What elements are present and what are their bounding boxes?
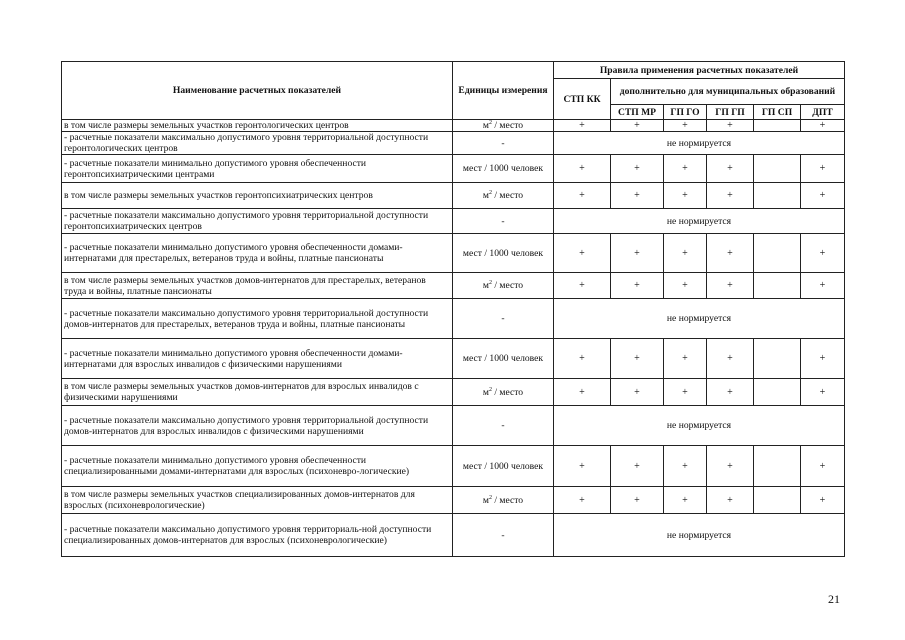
indicator-name-cell: в том числе размеры земельных участков домов-интернатов для престарелых, ветеранов труда и войны, платные пансионаты [62, 273, 453, 299]
unit-exponent: 2 [488, 279, 492, 286]
applicability-mark-cell: + [664, 234, 707, 273]
table-row [62, 406, 845, 446]
unit-cell: - [453, 406, 554, 446]
applicability-mark-cell: + [801, 339, 845, 379]
unit-cell: - [453, 209, 554, 234]
unit-base: м [482, 280, 489, 291]
indicator-name-cell: - расчетные показатели минимально допустимого уровня обеспеченности специализированными домами-интернатами для взрослых (психоневро-логические) [62, 446, 453, 487]
applicability-mark-cell: + [554, 339, 611, 379]
indicator-name-cell: - расчетные показатели минимально допустимого уровня обеспеченности домами-интернатами для взрослых инвалидов с физическими нарушениями [62, 339, 453, 379]
unit-cell [453, 273, 554, 299]
applicability-mark-cell [754, 339, 801, 379]
applicability-mark-cell: + [707, 273, 754, 299]
applicability-mark-cell: + [664, 446, 707, 487]
applicability-mark-cell: + [554, 487, 611, 514]
unit-cell [453, 183, 554, 209]
applicability-mark-cell: + [664, 155, 707, 183]
unit-tail: / место [491, 280, 524, 291]
applicability-mark-cell: + [707, 339, 754, 379]
applicability-mark-cell: + [801, 379, 845, 406]
unit-cell: мест / 1000 человек [453, 446, 554, 487]
indicator-name-cell: в том числе размеры земельных участков специализированных домов-интернатов для взрослых (психоневрологические) [62, 487, 453, 514]
applicability-mark-cell: + [801, 446, 845, 487]
applicability-mark-cell [754, 487, 801, 514]
applicability-mark-cell: + [554, 446, 611, 487]
header-stp-mr: СТП МР [611, 105, 664, 120]
indicator-name-cell: в том числе размеры земельных участков геронтологических центров [62, 120, 453, 132]
table-row [62, 120, 845, 132]
applicability-mark-cell: + [611, 339, 664, 379]
applicability-mark-cell: + [707, 487, 754, 514]
applicability-mark-cell [754, 234, 801, 273]
unit-base: м [482, 190, 489, 201]
applicability-mark-cell: + [611, 379, 664, 406]
applicability-mark-cell [754, 379, 801, 406]
indicator-name-cell: - расчетные показатели максимально допустимого уровня территориальной доступности геронтопсихиатрических центров [62, 209, 453, 234]
unit-base: м [482, 386, 489, 398]
table-row [62, 234, 845, 273]
applicability-mark-cell: + [801, 120, 845, 132]
applicability-mark-cell: + [801, 234, 845, 273]
header-additional-group: дополнительно для муниципальных образований [611, 79, 845, 105]
applicability-mark-cell: + [611, 487, 664, 514]
indicator-name-cell: - расчетные показатели максимально допустимого уровня территориаль-ной доступности специализированных домов-интернатов для взрослых (психоневрологические) [62, 514, 453, 557]
table-row [62, 132, 845, 155]
applicability-mark-cell: + [664, 120, 707, 132]
applicability-mark-cell: + [664, 379, 707, 406]
table-row [62, 273, 845, 299]
indicator-name-cell: - расчетные показатели минимально допустимого уровня обеспеченности геронтопсихиатрическими центрами [62, 155, 453, 183]
unit-exponent: 2 [488, 386, 492, 393]
applicability-mark-cell: + [554, 155, 611, 183]
header-gp-sp: ГП СП [754, 105, 801, 120]
not-regulated-cell: не нормируется [554, 209, 845, 234]
table-row [62, 339, 845, 379]
unit-tail: / место [491, 120, 524, 131]
table-row [62, 299, 845, 339]
unit-base: м [482, 494, 489, 506]
unit-cell: мест / 1000 человек [453, 339, 554, 379]
applicability-mark-cell: + [611, 273, 664, 299]
header-dpt: ДПТ [801, 105, 845, 120]
table-row [62, 209, 845, 234]
unit-tail: / место [491, 386, 524, 398]
applicability-mark-cell [754, 273, 801, 299]
indicator-name-cell: - расчетные показатели максимально допустимого уровня территориальной доступности домов-интернатов для престарелых, ветеранов труда и войны, платные пансионаты [62, 299, 453, 339]
unit-cell [453, 379, 554, 406]
applicability-mark-cell: + [664, 273, 707, 299]
not-regulated-cell: не нормируется [554, 514, 845, 557]
header-gp-go: ГП ГО [664, 105, 707, 120]
indicator-name-cell: - расчетные показатели минимально допустимого уровня обеспеченности домами-интернатами для престарелых, ветеранов труда и войны, платные пансионаты [62, 234, 453, 273]
indicator-name-cell: в том числе размеры земельных участков геронтопсихиатрических центров [62, 183, 453, 209]
applicability-mark-cell: + [707, 446, 754, 487]
applicability-mark-cell: + [664, 339, 707, 379]
applicability-mark-cell: + [611, 446, 664, 487]
unit-tail: / место [491, 190, 524, 201]
applicability-mark-cell: + [664, 487, 707, 514]
applicability-mark-cell [754, 120, 801, 132]
unit-base: м [482, 120, 489, 131]
table-row [62, 379, 845, 406]
indicator-name-cell: - расчетные показатели максимально допустимого уровня территориальной доступности геронтологических центров [62, 132, 453, 155]
unit-cell: - [453, 132, 554, 155]
applicability-mark-cell: + [554, 273, 611, 299]
applicability-mark-cell: + [611, 155, 664, 183]
applicability-mark-cell: + [707, 120, 754, 132]
not-regulated-cell: не нормируется [554, 406, 845, 446]
unit-tail: / место [491, 494, 524, 506]
unit-cell [453, 120, 554, 132]
unit-cell [453, 487, 554, 514]
applicability-mark-cell [754, 446, 801, 487]
applicability-mark-cell: + [554, 120, 611, 132]
header-gp-gp: ГП ГП [707, 105, 754, 120]
table-row [62, 446, 845, 487]
applicability-mark-cell: + [611, 120, 664, 132]
applicability-mark-cell: + [611, 183, 664, 209]
unit-exponent: 2 [488, 189, 492, 196]
regulations-table [61, 61, 845, 557]
unit-cell: - [453, 514, 554, 557]
header-stp-kk: СТП КК [554, 79, 611, 120]
unit-exponent: 2 [488, 494, 492, 501]
header-units-column: Единицы измерения [453, 62, 554, 120]
unit-cell: мест / 1000 человек [453, 234, 554, 273]
header-rules-group: Правила применения расчетных показателей [554, 62, 845, 79]
header-name-column: Наименование расчетных показателей [62, 62, 453, 120]
applicability-mark-cell: + [554, 234, 611, 273]
applicability-mark-cell: + [801, 183, 845, 209]
table-row [62, 514, 845, 557]
applicability-mark-cell: + [801, 155, 845, 183]
applicability-mark-cell: + [554, 379, 611, 406]
applicability-mark-cell: + [707, 234, 754, 273]
applicability-mark-cell [754, 155, 801, 183]
applicability-mark-cell: + [707, 379, 754, 406]
indicator-name-cell: - расчетные показатели максимально допустимого уровня территориальной доступности домов-интернатов для взрослых инвалидов с физическими нарушениями [62, 406, 453, 446]
table-row [62, 487, 845, 514]
page-number: 21 [828, 592, 840, 606]
not-regulated-cell: не нормируется [554, 132, 845, 155]
indicator-name-cell: в том числе размеры земельных участков домов-интернатов для взрослых инвалидов с физическими нарушениями [62, 379, 453, 406]
applicability-mark-cell: + [801, 487, 845, 514]
applicability-mark-cell: + [664, 183, 707, 209]
applicability-mark-cell: + [554, 183, 611, 209]
unit-cell: - [453, 299, 554, 339]
applicability-mark-cell: + [707, 155, 754, 183]
unit-exponent: 2 [488, 119, 492, 126]
unit-cell: мест / 1000 человек [453, 155, 554, 183]
applicability-mark-cell: + [801, 273, 845, 299]
applicability-mark-cell: + [611, 234, 664, 273]
table-body [62, 120, 845, 557]
table-row [62, 155, 845, 183]
applicability-mark-cell: + [707, 183, 754, 209]
not-regulated-cell: не нормируется [554, 299, 845, 339]
table-row [62, 183, 845, 209]
applicability-mark-cell [754, 183, 801, 209]
